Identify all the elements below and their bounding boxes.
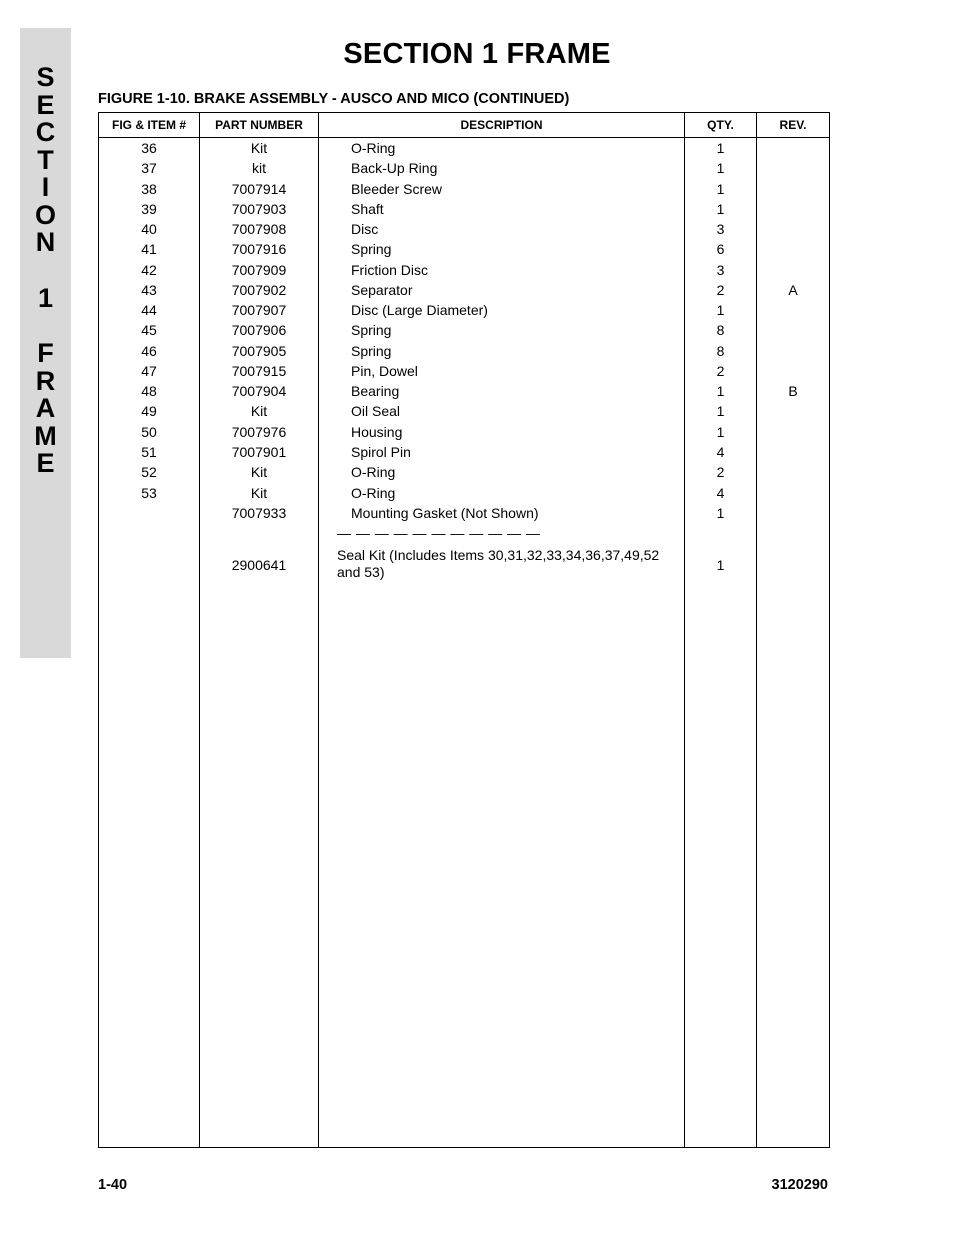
cell-rev: B — [788, 383, 798, 400]
cell-part-number: 7007916 — [231, 241, 287, 258]
cell-rev — [757, 179, 829, 199]
side-tab-letter: N — [35, 227, 56, 257]
cell-qty: 3 — [716, 221, 725, 238]
cell-rev — [757, 138, 829, 158]
cell-qty: 1 — [716, 302, 725, 319]
header-description: DESCRIPTION — [460, 118, 543, 132]
cell-qty: 2 — [716, 281, 725, 298]
cell-qty: 1 — [716, 403, 725, 420]
table-row — [99, 442, 829, 462]
cell-item: 49 — [141, 403, 157, 420]
cell-part-number: 7007902 — [231, 281, 287, 298]
cell-description: Bleeder Screw — [351, 180, 443, 197]
cell-part-number: 7007903 — [231, 200, 287, 217]
cell-rev — [757, 260, 829, 280]
table-row — [99, 462, 829, 482]
cell-item: 39 — [141, 200, 157, 217]
cell-part-number: 7007904 — [231, 383, 287, 400]
table-row — [99, 422, 829, 442]
dash-separator: — — — — — — — — — — — — [337, 525, 541, 542]
table-row — [99, 320, 829, 340]
table-row — [99, 503, 829, 523]
cell-part-number: 7007901 — [231, 443, 287, 460]
cell-qty: 1 — [716, 140, 725, 156]
side-tab-letter: S — [36, 62, 55, 92]
side-tab-letter: A — [35, 393, 56, 423]
cell-description: Spirol Pin — [351, 443, 411, 460]
table-row — [99, 483, 829, 503]
cell-part-number: Kit — [250, 484, 268, 501]
cell-item: 47 — [141, 362, 157, 379]
parts-table — [98, 112, 830, 1148]
table-row — [99, 361, 829, 381]
cell-part-number: kit — [252, 160, 266, 177]
side-tab-letter: F — [37, 338, 54, 368]
cell-rev — [757, 483, 829, 503]
cell-part-number: 7007915 — [231, 362, 287, 379]
document-number: 3120290 — [771, 1177, 828, 1193]
cell-rev — [757, 361, 829, 381]
kit-row — [99, 543, 829, 587]
cell-description: Bearing — [351, 383, 400, 400]
cell-item: 48 — [141, 383, 157, 400]
table-row — [99, 381, 829, 401]
cell-item: 43 — [141, 281, 157, 298]
cell-rev — [757, 199, 829, 219]
cell-part-number: 7007976 — [231, 423, 287, 440]
table-row — [99, 239, 829, 259]
table-body — [99, 138, 829, 587]
cell-item: 52 — [141, 464, 157, 481]
cell-part-number: Kit — [250, 140, 268, 156]
cell-description: Housing — [351, 423, 403, 440]
page-title: SECTION 1 FRAME — [343, 38, 611, 70]
cell-qty: 1 — [716, 504, 725, 521]
cell-item: 44 — [141, 302, 157, 319]
cell-part-number: 7007906 — [231, 322, 287, 339]
cell-rev — [757, 503, 829, 523]
side-tab-letter: C — [35, 117, 56, 147]
cell-part-number: 7007905 — [231, 342, 287, 359]
cell-qty: 1 — [716, 383, 725, 400]
cell-rev — [757, 320, 829, 340]
cell-rev — [757, 422, 829, 442]
cell-description: Spring — [351, 342, 392, 359]
side-tab-letter: 1 — [37, 282, 54, 313]
cell-description: Disc (Large Diameter) — [351, 302, 488, 319]
table-row — [99, 260, 829, 280]
cell-part-number: 2900641 — [231, 557, 287, 574]
cell-item: 45 — [141, 322, 157, 339]
table-row — [99, 341, 829, 361]
cell-item — [99, 503, 199, 523]
cell-description: Friction Disc — [351, 261, 429, 278]
cell-description: Oil Seal — [351, 403, 401, 420]
cell-qty: 4 — [716, 443, 725, 460]
cell-item: 51 — [141, 443, 157, 460]
table-row — [99, 300, 829, 320]
table-row — [99, 179, 829, 199]
cell-part-number: 7007907 — [231, 302, 287, 319]
cell-item: 42 — [141, 261, 157, 278]
cell-rev — [757, 462, 829, 482]
cell-rev — [757, 442, 829, 462]
cell-description: Seal Kit (Includes Items 30,31,32,33,34,36,37,49,52 and 53) — [337, 547, 660, 581]
header-qty: QTY. — [707, 118, 734, 132]
cell-description: O-Ring — [351, 464, 396, 481]
cell-qty: 1 — [716, 557, 725, 574]
cell-item: 50 — [141, 423, 157, 440]
table-row — [99, 280, 829, 300]
cell-rev — [757, 219, 829, 239]
cell-qty: 6 — [716, 241, 725, 258]
cell-description: Back-Up Ring — [351, 160, 438, 177]
cell-part-number: 7007914 — [231, 180, 287, 197]
cell-item: 53 — [141, 484, 157, 501]
cell-part-number: 7007933 — [231, 504, 287, 521]
cell-description: Shaft — [351, 200, 384, 217]
cell-qty: 1 — [716, 160, 725, 177]
table-row — [99, 199, 829, 219]
cell-qty: 2 — [716, 362, 725, 379]
side-tab-letter: T — [37, 144, 54, 175]
cell-qty: 1 — [716, 180, 725, 197]
cell-rev — [757, 158, 829, 178]
cell-rev — [757, 239, 829, 259]
cell-description: Spring — [351, 241, 392, 258]
cell-part-number: 7007909 — [231, 261, 287, 278]
section-side-tab — [20, 28, 71, 658]
cell-qty: 2 — [716, 464, 725, 481]
header-item: FIG & ITEM # — [111, 118, 186, 132]
side-tab-letter: E — [36, 89, 55, 120]
cell-item: 46 — [141, 342, 157, 359]
cell-item: 37 — [141, 160, 157, 177]
cell-description: Disc — [351, 221, 379, 238]
header-part-number: PART NUMBER — [215, 118, 303, 132]
table-row — [99, 219, 829, 239]
cell-description: O-Ring — [351, 140, 396, 156]
cell-qty: 1 — [716, 200, 725, 217]
cell-qty: 8 — [716, 322, 725, 339]
separator-row — [99, 523, 829, 543]
side-tab-letter: O — [34, 199, 56, 230]
cell-rev: A — [788, 281, 798, 298]
figure-title: FIGURE 1-10. BRAKE ASSEMBLY - AUSCO AND MICO (CONTINUED) — [98, 91, 570, 107]
cell-qty: 1 — [716, 423, 725, 440]
cell-qty: 8 — [716, 342, 725, 359]
table-row — [99, 401, 829, 421]
cell-description: Pin, Dowel — [351, 362, 418, 379]
side-tab-letters — [20, 64, 71, 478]
cell-rev — [757, 401, 829, 421]
cell-description: Mounting Gasket (Not Shown) — [351, 504, 539, 521]
page-number: 1-40 — [98, 1177, 128, 1193]
cell-rev — [757, 300, 829, 320]
header-rev: REV. — [779, 118, 807, 132]
cell-part-number: 7007908 — [231, 221, 287, 238]
side-tab-letter: E — [36, 448, 55, 478]
cell-item: 40 — [141, 221, 157, 238]
side-tab-letter: M — [34, 420, 57, 451]
cell-qty: 3 — [716, 261, 725, 278]
cell-qty: 4 — [716, 484, 725, 501]
cell-part-number: Kit — [250, 464, 268, 481]
cell-description: Separator — [351, 281, 413, 298]
side-tab-letter: I — [41, 172, 50, 202]
cell-item: 36 — [141, 140, 157, 156]
cell-item: 41 — [141, 241, 157, 258]
cell-description: Spring — [351, 322, 392, 339]
cell-description: O-Ring — [351, 484, 396, 501]
table-row — [99, 158, 829, 178]
table-row — [99, 138, 829, 158]
side-tab-letter: R — [35, 365, 56, 396]
cell-part-number: Kit — [250, 403, 268, 420]
cell-rev — [757, 341, 829, 361]
cell-item: 38 — [141, 180, 157, 197]
